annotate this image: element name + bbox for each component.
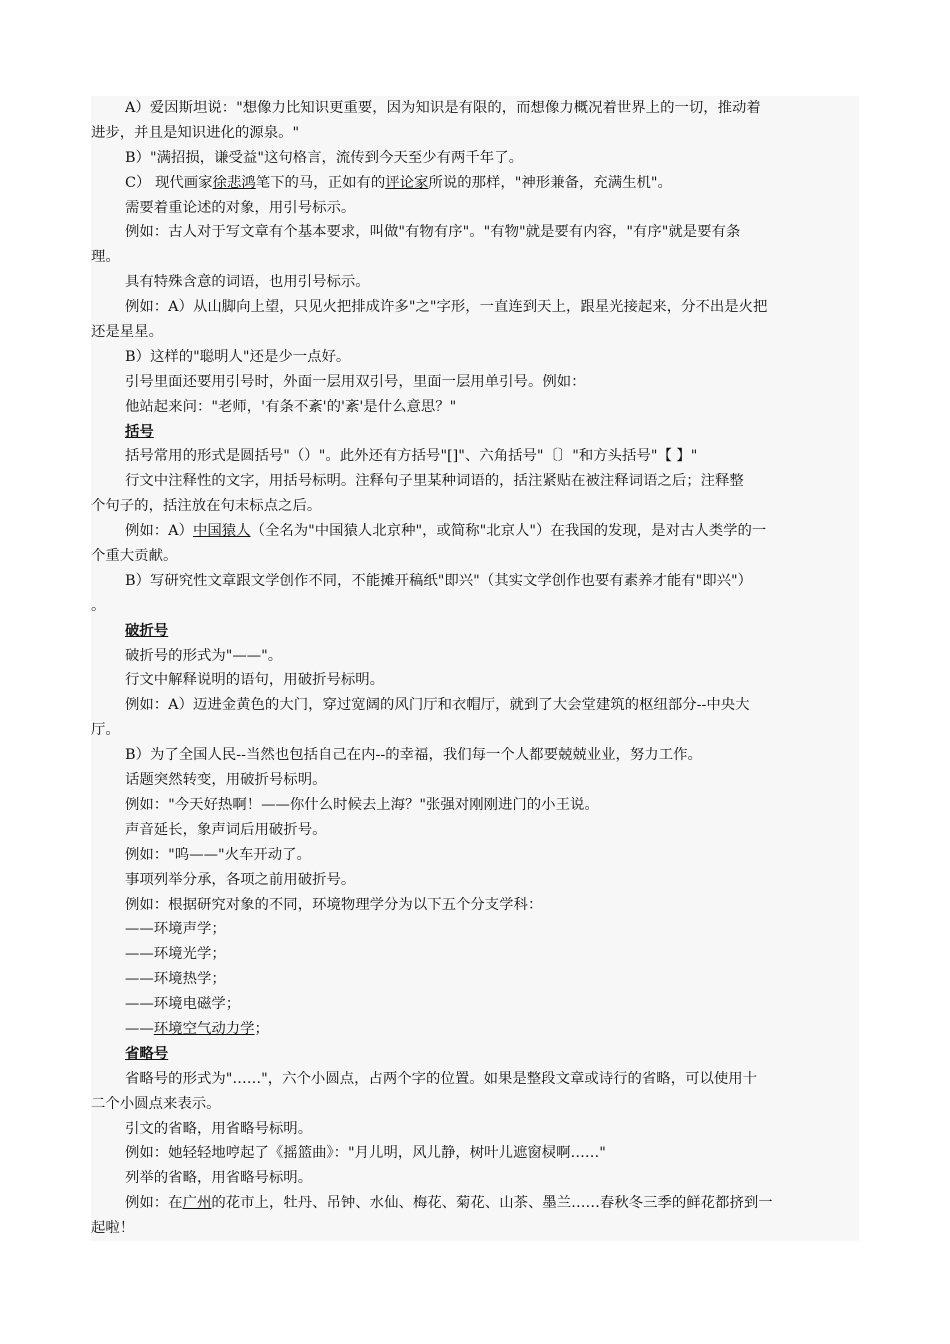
line-text: 括号常用的形式是圆括号"（）"。此外还有方括号"[]"、六角括号"〔〕"和方头括号"【 】" (125, 448, 698, 465)
line-text: 。 (91, 597, 106, 614)
line-text: 例如：A） (125, 523, 193, 540)
text-line (91, 768, 859, 793)
line-text: 例如："今天好热啊！——你什么时候去上海？"张强对刚刚进门的小王说。 (125, 796, 599, 813)
line-text: 笔下的马，正如有的 (255, 174, 386, 191)
text-line (91, 245, 859, 270)
text-line (91, 569, 859, 594)
text-line (91, 1017, 859, 1042)
line-text: 列举的省略，用省略号标明。 (125, 1170, 313, 1187)
line-text: 个重大贡献。 (91, 548, 178, 565)
text-line (91, 668, 859, 693)
line-text: ——环境声学； (125, 921, 226, 938)
line-text: ； (254, 1020, 269, 1037)
line-text: 所说的那样，"神形兼备，充满生机"。 (428, 174, 672, 191)
text-line (91, 818, 859, 843)
underlined-link-text[interactable]: 徐悲鸿 (212, 174, 256, 191)
text-line (91, 320, 859, 345)
line-text: 例如：根据研究对象的不同，环境物理学分为以下五个分支学科： (125, 896, 543, 913)
line-text: A）爱因斯坦说："想像力比知识更重要，因为知识是有限的，而想像力概况着世界上的一切，推动着 (125, 100, 761, 116)
text-line (91, 1216, 859, 1241)
underlined-link-text[interactable]: 中国猿人 (192, 523, 251, 540)
text-line (91, 171, 859, 196)
text-line (91, 121, 859, 146)
line-text: 还是星星。 (91, 324, 163, 341)
section-heading (91, 1042, 859, 1067)
line-text: ——环境光学； (125, 946, 226, 963)
line-text: 括号 (125, 423, 154, 440)
text-line (91, 295, 859, 320)
line-text: 话题突然转变，用破折号标明。 (125, 772, 327, 789)
text-line (91, 370, 859, 395)
line-text: B）为了全国人民--当然也包括自己在内--的幸福，我们每一个人都要兢兢业业，努力工作。 (125, 747, 702, 764)
text-line (91, 544, 859, 569)
line-text: 例如：A）迈进金黄色的大门，穿过宽阔的风门厅和衣帽厅，就到了大会堂建筑的枢纽部分--中央大 (125, 697, 750, 714)
line-text: 起啦！ (91, 1220, 135, 1237)
text-line (91, 793, 859, 818)
text-line (91, 395, 859, 420)
line-text: B）这样的"聪明人"还是少一点好。 (125, 348, 351, 365)
line-text: 行文中解释说明的语句，用破折号标明。 (125, 672, 385, 689)
text-line (91, 992, 859, 1017)
line-text: 厅。 (91, 722, 120, 739)
line-text: 例如：古人对于写文章有个基本要求，叫做"有物有序"。"有物"就是要有内容，"有序"就是要有条 (125, 224, 741, 241)
text-line (91, 743, 859, 768)
line-text: 例如："呜——"火车开动了。 (125, 846, 311, 863)
text-line (91, 1067, 859, 1092)
text-line (91, 1191, 859, 1216)
line-text: 具有特殊含意的词语，也用引号标示。 (125, 274, 370, 291)
underlined-link-text[interactable]: 广州 (182, 1195, 212, 1212)
document-page (91, 96, 859, 1241)
text-line (91, 967, 859, 992)
text-line (91, 917, 859, 942)
text-line (91, 220, 859, 245)
text-line (91, 1166, 859, 1191)
line-text: 个句子的，括注放在句末标点之后。 (91, 498, 322, 515)
underlined-link-text[interactable]: 评论家 (385, 174, 429, 191)
text-line (91, 693, 859, 718)
text-line (91, 942, 859, 967)
text-line (91, 469, 859, 494)
line-text: 引文的省略，用省略号标明。 (125, 1120, 313, 1137)
text-line (91, 843, 859, 868)
line-text: 例如：在 (125, 1195, 183, 1212)
line-text: —— (125, 1020, 154, 1037)
line-text: B）"满招损，谦受益"这句格言，流传到今天至少有两千年了。 (125, 149, 523, 166)
line-text: ——环境电磁学； (125, 996, 241, 1013)
line-text: 破折号的形式为"——"。 (125, 647, 283, 664)
line-text: 进步，并且是知识进化的源泉。" (91, 124, 300, 141)
line-text: 理。 (91, 249, 120, 266)
text-line (91, 519, 859, 544)
text-line (91, 1092, 859, 1117)
section-heading (91, 420, 859, 445)
line-text: 引号里面还要用引号时，外面一层用双引号，里面一层用单引号。例如： (125, 373, 586, 390)
line-text: 需要着重论述的对象，用引号标示。 (125, 199, 356, 216)
line-text: 省略号的形式为"……"，六个小圆点，占两个字的位置。如果是整段文章或诗行的省略，可以使用十 (125, 1070, 758, 1087)
line-text: 行文中注释性的文字，用括号标明。注释句子里某种词语的，括注紧贴在被注释词语之后；注释整 (125, 473, 744, 490)
text-line (91, 196, 859, 221)
underlined-link-text[interactable]: 环境空气动力学 (153, 1020, 255, 1037)
line-text: 二个小圆点来表示。 (91, 1095, 221, 1112)
line-text: 他站起来问："老师，'有条不紊'的'紊'是什么意思？" (125, 398, 457, 415)
text-line (91, 1141, 859, 1166)
line-text: 的花市上，牡丹、吊钟、水仙、梅花、菊花、山茶、墨兰……春秋冬三季的鲜花都挤到一 (211, 1195, 773, 1212)
line-text: 例如：她轻轻地哼起了《摇篮曲》："月儿明，风儿静，树叶儿遮窗棂啊……" (125, 1145, 606, 1162)
text-line (91, 893, 859, 918)
text-line (91, 494, 859, 519)
text-line (91, 146, 859, 171)
text-line (91, 644, 859, 669)
line-text: C） 现代画家 (125, 174, 213, 191)
text-line (91, 444, 859, 469)
text-line (91, 868, 859, 893)
line-text: 事项列举分承，各项之前用破折号。 (125, 871, 356, 888)
line-text: 破折号 (125, 622, 169, 639)
line-text: ——环境热学； (125, 971, 226, 988)
text-line (91, 1117, 859, 1142)
text-line (91, 718, 859, 743)
section-heading (91, 619, 859, 644)
text-line (91, 345, 859, 370)
text-line (91, 594, 859, 619)
line-text: 省略号 (125, 1045, 169, 1062)
text-line (91, 270, 859, 295)
line-text: 例如：A）从山脚向上望，只见火把排成许多"之"字形，一直连到天上，跟星光接起来，分不出是火把 (125, 299, 768, 316)
text-line (91, 96, 859, 121)
line-text: 声音延长，象声词后用破折号。 (125, 821, 327, 838)
line-text: （全名为"中国猿人北京种"，或简称"北京人"）在我国的发现，是对古人类学的一 (250, 523, 767, 540)
line-text: B）写研究性文章跟文学创作不同，不能摊开稿纸"即兴"（其实文学创作也要有素养才能有"即兴"） (125, 572, 753, 589)
